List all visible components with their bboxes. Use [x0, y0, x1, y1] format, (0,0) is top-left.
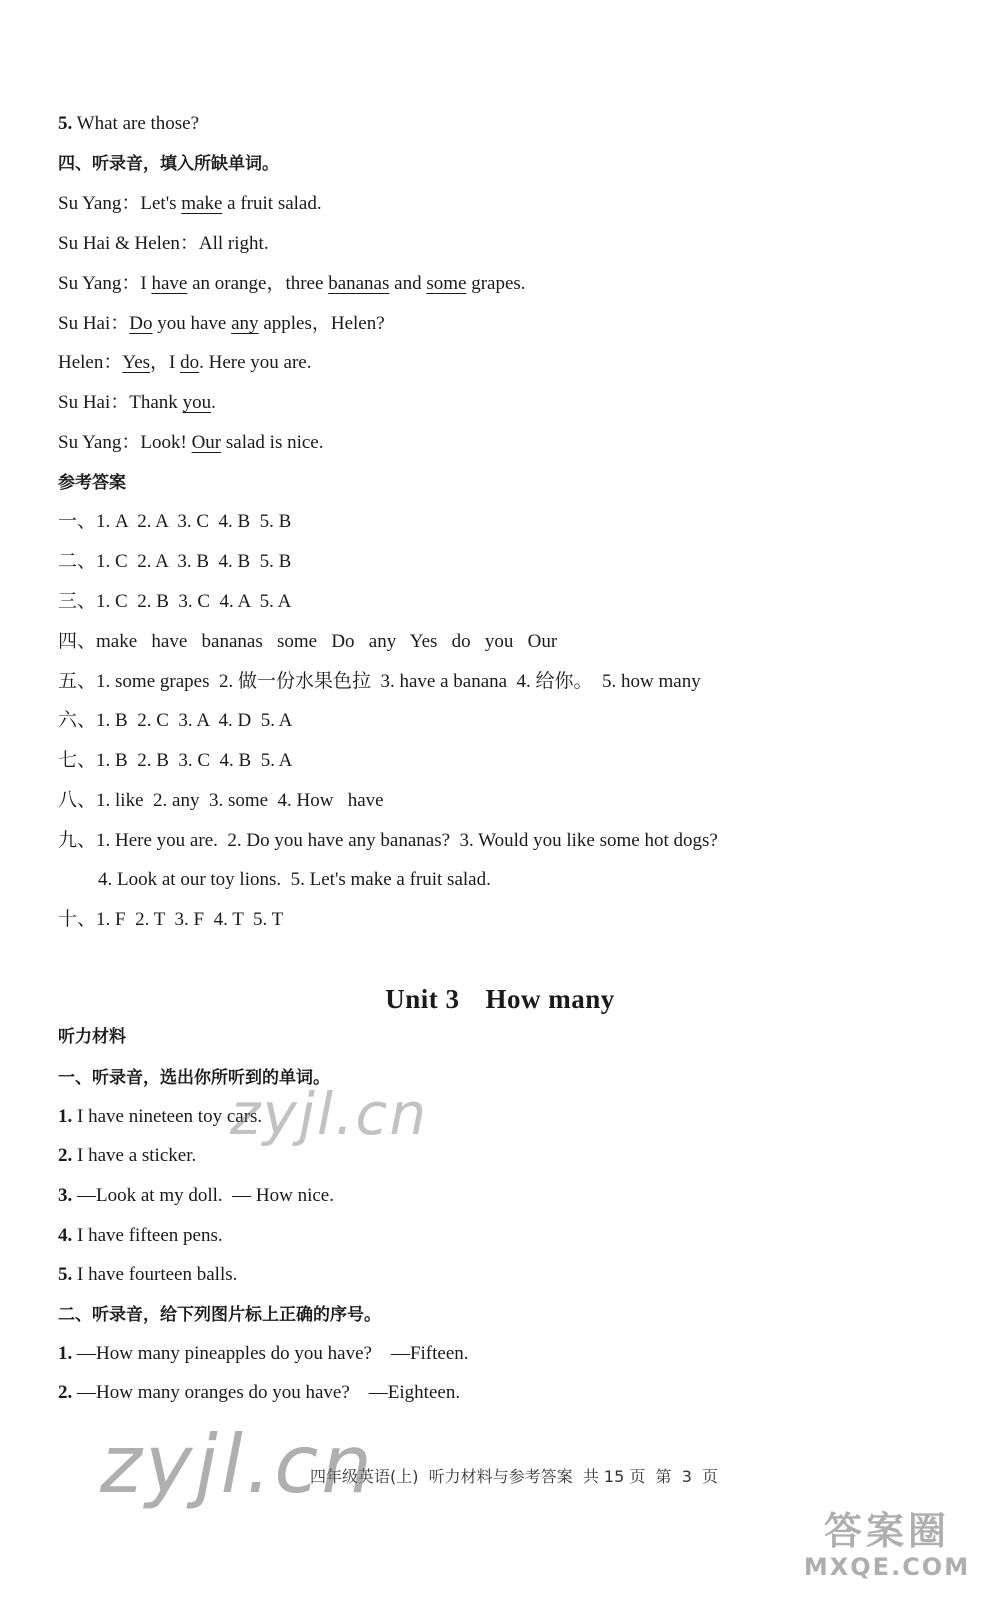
- dialogue-line: Su Yang：I have an orange，three bananas and some grapes.: [58, 273, 526, 294]
- answers-heading: 参考答案: [58, 473, 126, 493]
- dialogue-line: Su Yang：Look! Our salad is nice.: [58, 432, 324, 453]
- dialogue-line: Su Hai：Do you have any apples，Helen?: [58, 313, 385, 334]
- answer-row: 八、1. like 2. any 3. some 4. How have: [58, 790, 384, 811]
- page-footer: 四年级英语(上) 听力材料与参考答案 共 15 页 第 3 页: [310, 1467, 719, 1486]
- answer-row: 七、1. B 2. B 3. C 4. B 5. A: [58, 750, 293, 771]
- question-line: 2. I have a sticker.: [58, 1145, 197, 1166]
- question-line: 1. I have nineteen toy cars.: [58, 1106, 263, 1127]
- unit-title: Unit 3 How many: [385, 984, 615, 1014]
- dialogue-line: Su Hai & Helen：All right.: [58, 233, 269, 254]
- watermark-logo: zyjl.cn: [100, 1418, 375, 1511]
- answer-row: 三、1. C 2. B 3. C 4. A 5. A: [58, 591, 292, 612]
- answer-row: 二、1. C 2. A 3. B 4. B 5. B: [58, 551, 292, 572]
- answer-blank: bananas: [328, 273, 390, 294]
- dialogue-line: Su Yang：Let's make a fruit salad.: [58, 193, 322, 214]
- answer-blank: Our: [191, 432, 222, 453]
- answer-blank: any: [231, 313, 259, 334]
- answer-blank: have: [151, 273, 188, 294]
- question-line: 1. —How many pineapples do you have? —Fifteen.: [58, 1343, 469, 1364]
- answer-row: 六、1. B 2. C 3. A 4. D 5. A: [58, 710, 293, 731]
- answer-row: 4. Look at our toy lions. 5. Let's make a fruit salad.: [98, 869, 491, 890]
- answer-row: 九、1. Here you are. 2. Do you have any bananas? 3. Would you like some hot dogs?: [58, 830, 718, 851]
- answer-blank: make: [181, 193, 223, 214]
- answer-blank: some: [426, 273, 467, 294]
- answer-blank: Yes: [122, 352, 151, 373]
- section-heading: 四、听录音，填入所缺单词。: [58, 154, 279, 174]
- question-line: 5. I have fourteen balls.: [58, 1264, 238, 1285]
- watermark-logo: zyjl.cn: [230, 1080, 429, 1148]
- dialogue-line: Su Hai：Thank you.: [58, 392, 216, 413]
- section-heading: 二、听录音，给下列图片标上正确的序号。: [58, 1305, 381, 1325]
- answer-row: 五、1. some grapes 2. 做一份水果色拉 3. have a banana 4. 给你。 5. how many: [58, 671, 701, 692]
- question-line: 5. What are those?: [58, 113, 200, 134]
- answer-row: 十、1. F 2. T 3. F 4. T 5. T: [58, 909, 284, 930]
- listening-heading: 听力材料: [58, 1027, 126, 1047]
- answer-blank: Do: [129, 313, 153, 334]
- site-logo: 答案圈 MXQE.COM: [803, 1509, 971, 1581]
- answer-row: 四、make have bananas some Do any Yes do you Our: [58, 631, 558, 652]
- dialogue-line: Helen：Yes，I do. Here you are.: [58, 352, 312, 373]
- section-heading: 一、听录音，选出你所听到的单词。: [58, 1068, 330, 1088]
- answer-row: 一、1. A 2. A 3. C 4. B 5. B: [58, 511, 292, 532]
- answer-blank: do: [180, 352, 200, 373]
- question-line: 4. I have fifteen pens.: [58, 1225, 223, 1246]
- question-line: 3. —Look at my doll. — How nice.: [58, 1185, 334, 1206]
- question-line: 2. —How many oranges do you have? —Eighteen.: [58, 1382, 461, 1403]
- answer-blank: you: [182, 392, 212, 413]
